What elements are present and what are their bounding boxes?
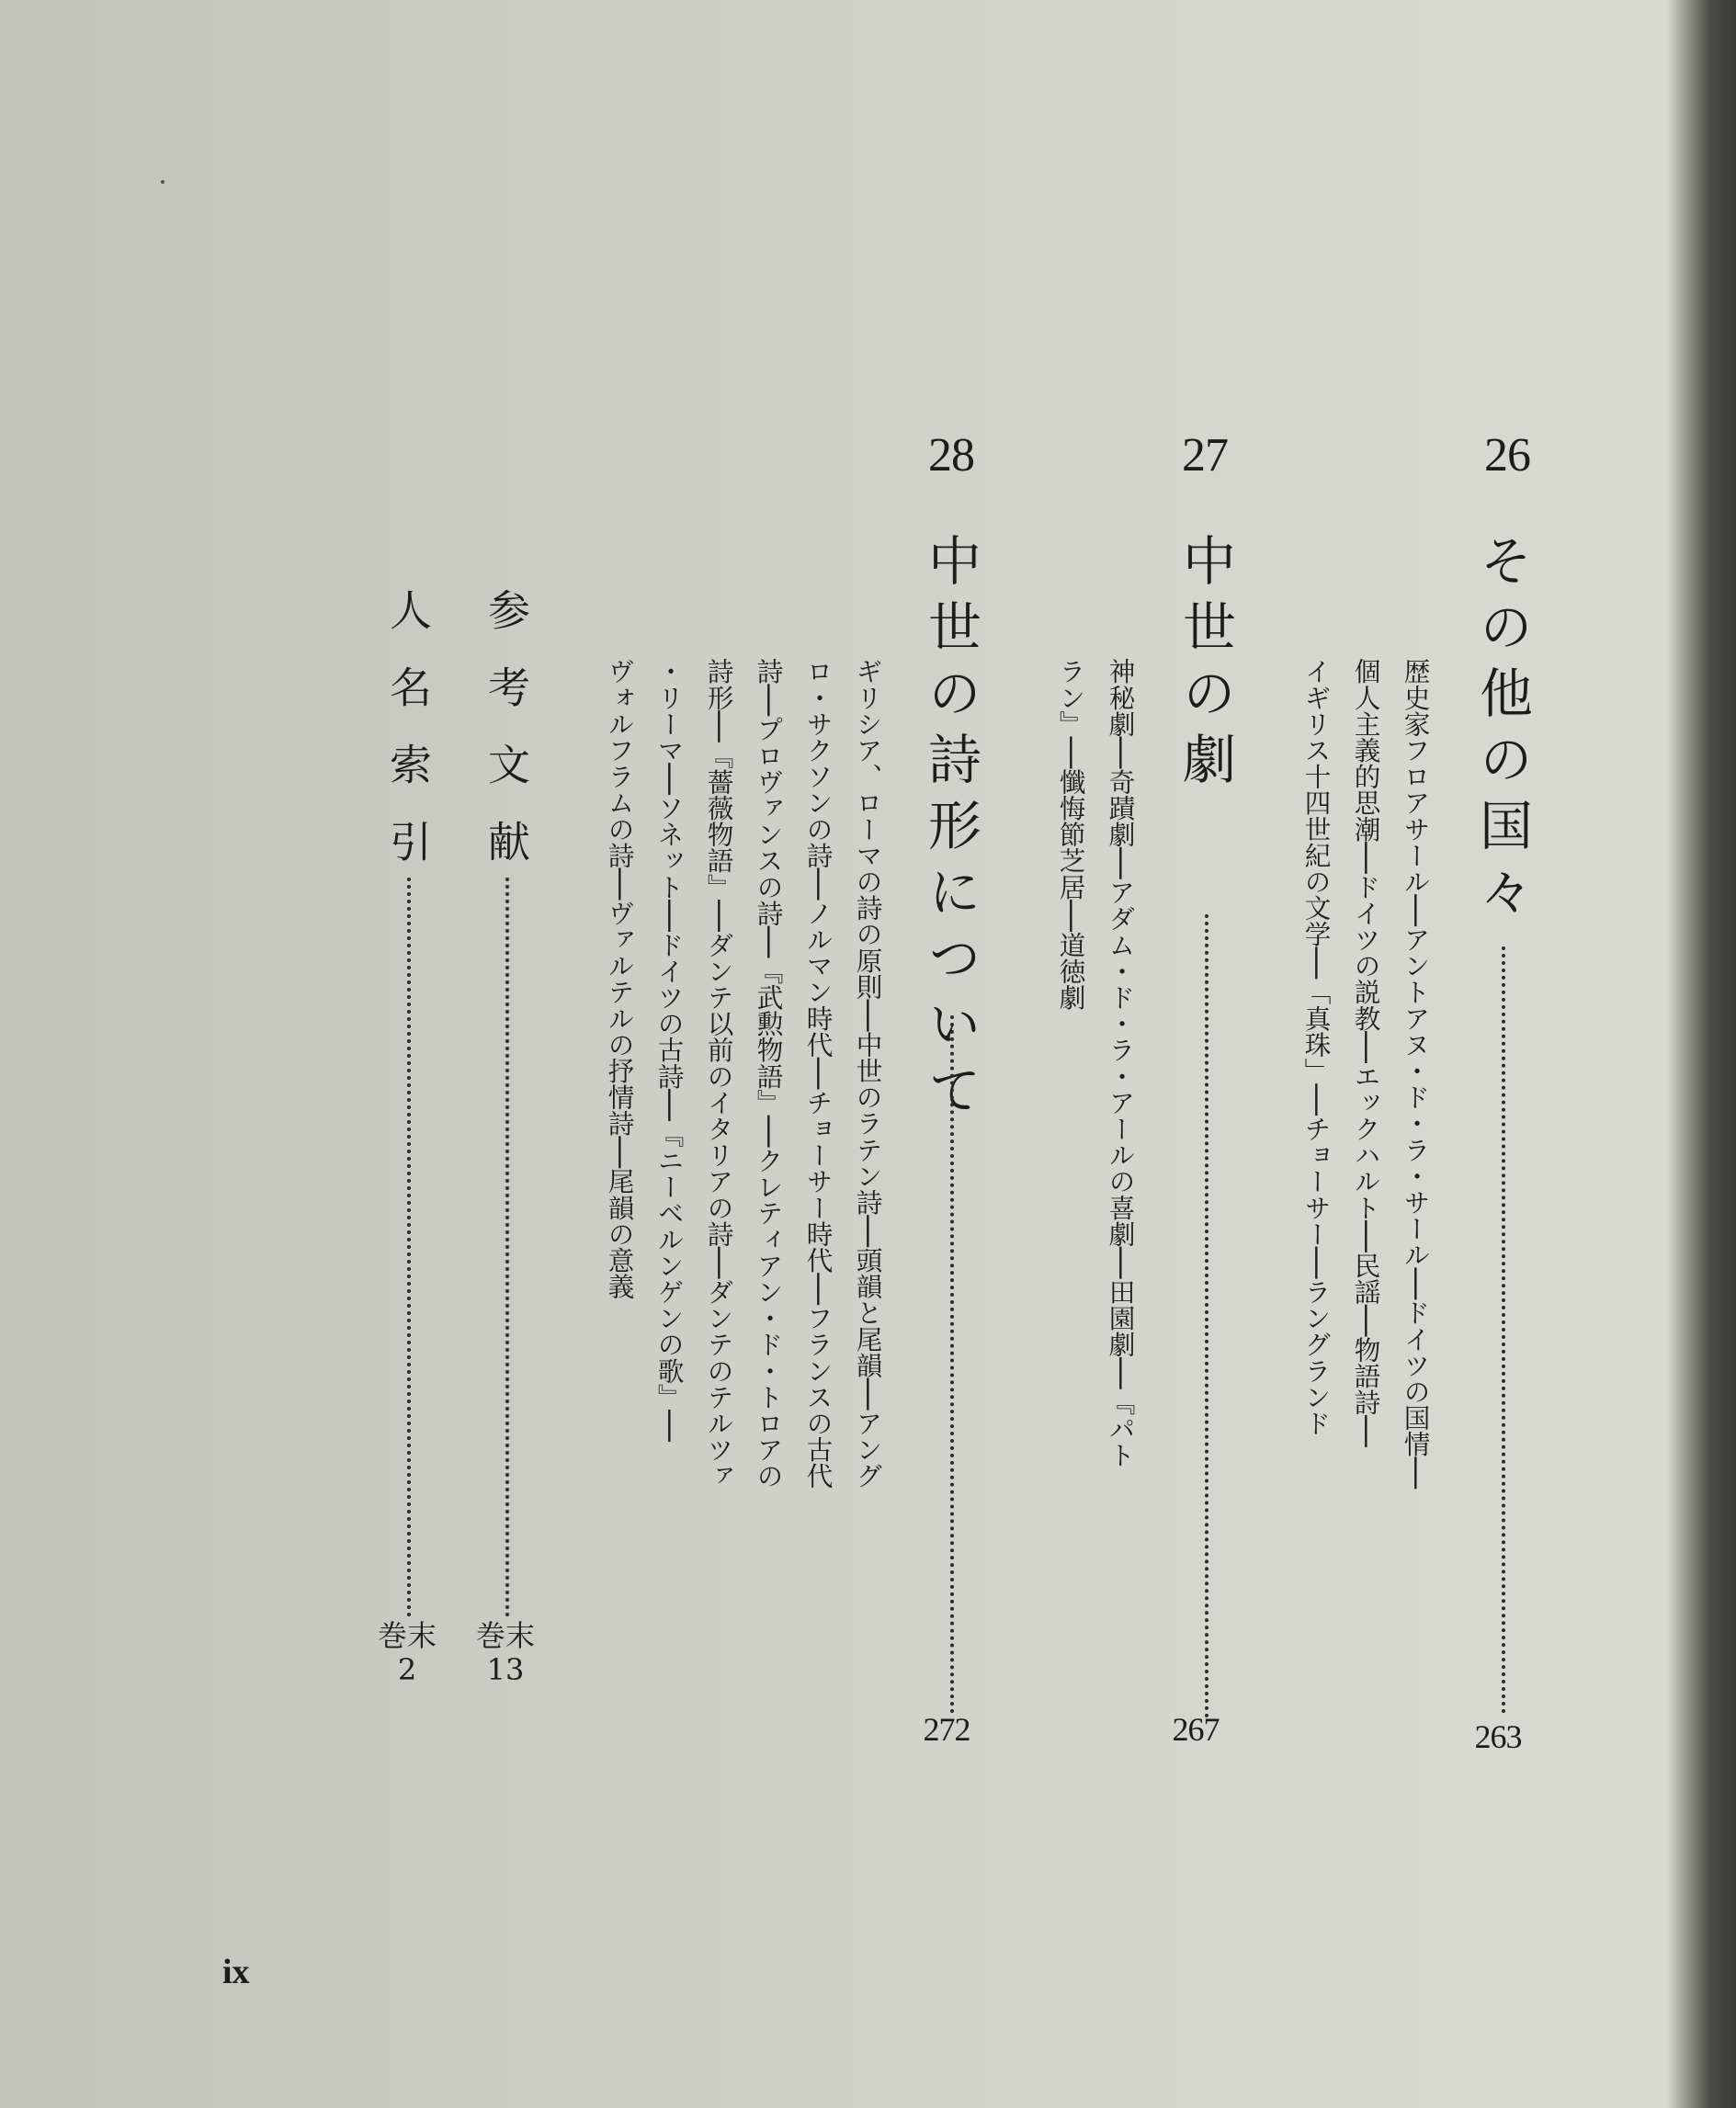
topic-line: ギリシア、ローマの詩の原則──中世のラテン詩──頭韻と尾韻──アング — [852, 658, 884, 1490]
page-number: 272 — [923, 1711, 970, 1748]
volume-label: 巻末 — [377, 1618, 437, 1653]
volume-page-number: 13 — [486, 1651, 525, 1687]
volume-page-number: 2 — [397, 1651, 417, 1687]
leader-dots — [950, 1015, 954, 1714]
appendix-title: 参考文献 — [482, 588, 531, 897]
topic-line: 神秘劇──奇蹟劇──アダム・ド・ラ・アールの喜劇──田園劇──『パト — [1105, 658, 1137, 1468]
topic-line: ロ・サクソンの詩──ノルマン時代──チョーサー時代──フランスの古代 — [802, 658, 834, 1490]
topic-line: ・リーマ──ソネット──ドイツの古詩──『ニーベルンゲンの歌』── — [653, 658, 686, 1442]
page-number: 267 — [1172, 1711, 1220, 1748]
chapter-title: 中世の劇 — [1174, 533, 1236, 798]
volume-page — [464, 1619, 547, 1687]
paper-speck — [161, 180, 165, 184]
chapter-number: 28 — [928, 429, 974, 482]
leader-dots — [407, 878, 411, 1617]
volume-page — [366, 1619, 448, 1687]
chapter-number: 26 — [1484, 429, 1530, 482]
leader-dots — [505, 878, 509, 1617]
leader-dots — [1502, 946, 1505, 1714]
topic-line: 歴史家フロアサール──アントアヌ・ド・ラ・サール──ドイツの国情── — [1400, 658, 1432, 1490]
volume-label: 巻末 — [475, 1618, 535, 1653]
topic-line: 詩──プロヴァンスの詩──『武勲物語』──クレティアン・ド・トロアの — [753, 658, 785, 1490]
page-number: 263 — [1474, 1718, 1522, 1755]
leader-dots — [1205, 914, 1208, 1718]
topic-line: イギリス十四世紀の文学──「真珠」──チョーサー──ラングランド — [1300, 658, 1333, 1436]
topic-line: 個人主義的思潮──ドイツの説教──エックハルト──民謡──物語詩── — [1350, 658, 1382, 1447]
topic-line: ラン』──懺悔節芝居──道徳劇 — [1055, 658, 1087, 1011]
topic-line: 詩形──『薔薇物語』──ダンテ以前のイタリアの詩──ダンテのテルツァ — [703, 658, 735, 1490]
appendix-title: 人名索引 — [383, 588, 433, 897]
topic-line: ヴォルフラムの詩──ヴァルテルの抒情詩──尾韻の意義 — [604, 658, 636, 1300]
chapter-title: 中世の詩形について — [919, 533, 981, 1128]
chapter-number: 27 — [1182, 429, 1228, 482]
chapter-title: その他の国々 — [1470, 533, 1533, 930]
folio-page-number: ix — [222, 1953, 250, 1991]
